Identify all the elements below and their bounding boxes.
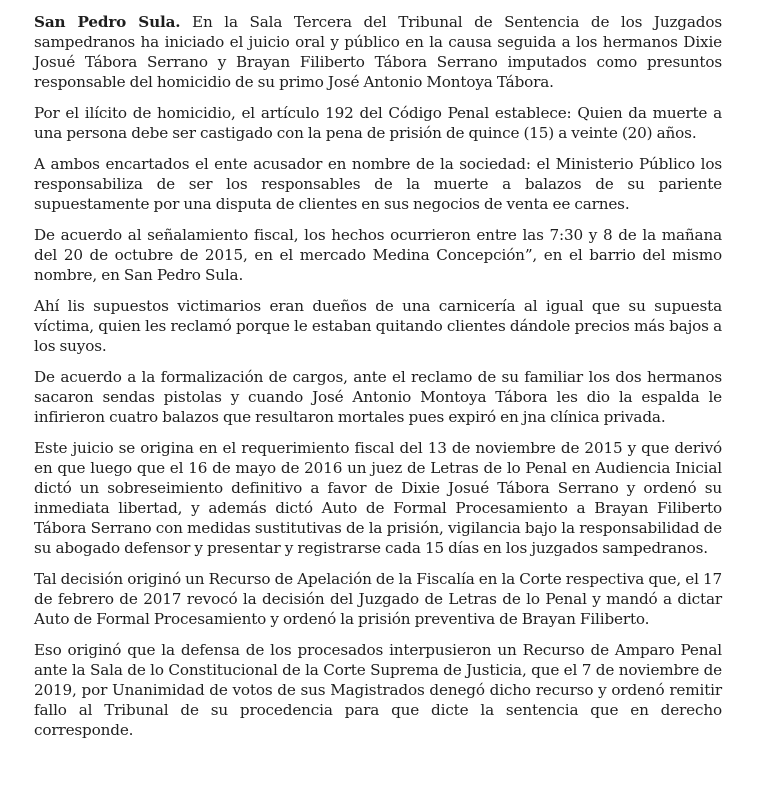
paragraph-4: De acuerdo al señalamiento fiscal, los hechos ocurrieron entre las 7:30 y 8 de la mañana del 20 de octubre de 2015, en el mercado Medina Concepción”, en el barrio del mismo nombre, en San Pedro Sula. (34, 226, 722, 284)
paragraph-1-text: En la Sala Tercera del Tribunal de Sentencia de los Juzgados sampedranos ha iniciado el juicio oral y público en la causa seguida a los hermanos Dixie Josué Tábora Serrano y Brayan Filiberto Tábora Serrano imputados como presuntos responsable del homicidio de su primo José Antonio Montoya Tábora. (34, 13, 722, 91)
paragraph-6: De acuerdo a la formalización de cargos, ante el reclamo de su familiar los dos hermanos sacaron sendas pistolas y cuando José Antonio Montoya Tábora les dio la espalda le infirieron cuatro balazos que resultaron mortales pues expiró en jna clínica privada. (34, 368, 722, 426)
dateline: San Pedro Sula. (34, 13, 181, 31)
paragraph-7: Este juicio se origina en el requerimiento fiscal del 13 de noviembre de 2015 y que derivó en que luego que el 16 de mayo de 2016 un juez de Letras de lo Penal en Audiencia Inicial dictó un sobreseimiento definitivo a favor de Dixie Josué Tábora Serrano y ordenó su inmediata libertad, y además dictó Auto de Formal Procesamiento a Brayan Filiberto Tábora Serrano con medidas sustitutivas de la prisión, vigilancia bajo la responsabilidad de su abogado defensor y presentar y registrarse cada 15 días en los juzgados sampedranos. (34, 439, 722, 557)
paragraph-2: Por el ilícito de homicidio, el artículo 192 del Código Penal establece: Quien da muerte a una persona debe ser castigado con la pena de prisión de quince (15) a veinte (20) años. (34, 104, 722, 142)
paragraph-8: Tal decisión originó un Recurso de Apelación de la Fiscalía en la Corte respectiva que, el 17 de febrero de 2017 revocó la decisión del Juzgado de Letras de lo Penal y mandó a dictar Auto de Formal Procesamiento y ordenó la prisión preventiva de Brayan Filiberto. (34, 570, 722, 628)
paragraph-5: Ahí lis supuestos victimarios eran dueños de una carnicería al igual que su supuesta víctima, quien les reclamó porque le estaban quitando clientes dándole precios más bajos a los suyos. (34, 297, 722, 355)
paragraph-3: A ambos encartados el ente acusador en nombre de la sociedad: el Ministerio Público los responsabiliza de ser los responsables de la muerte a balazos de su pariente supuestamente por una disputa de clientes en sus negocios de venta ee carnes. (34, 155, 722, 213)
paragraph-1 (34, 12, 722, 92)
paragraph-9: Eso originó que la defensa de los procesados interpusieron un Recurso de Amparo Penal ante la Sala de lo Constitucional de la Corte Suprema de Justicia, que el 7 de noviembre de 2019, por Unanimidad de votos de sus Magistrados denegó dicho recurso y ordenó remitir fallo al Tribunal de su procedencia para que dicte la sentencia que en derecho corresponde. (34, 641, 722, 739)
article-body (34, 12, 722, 751)
